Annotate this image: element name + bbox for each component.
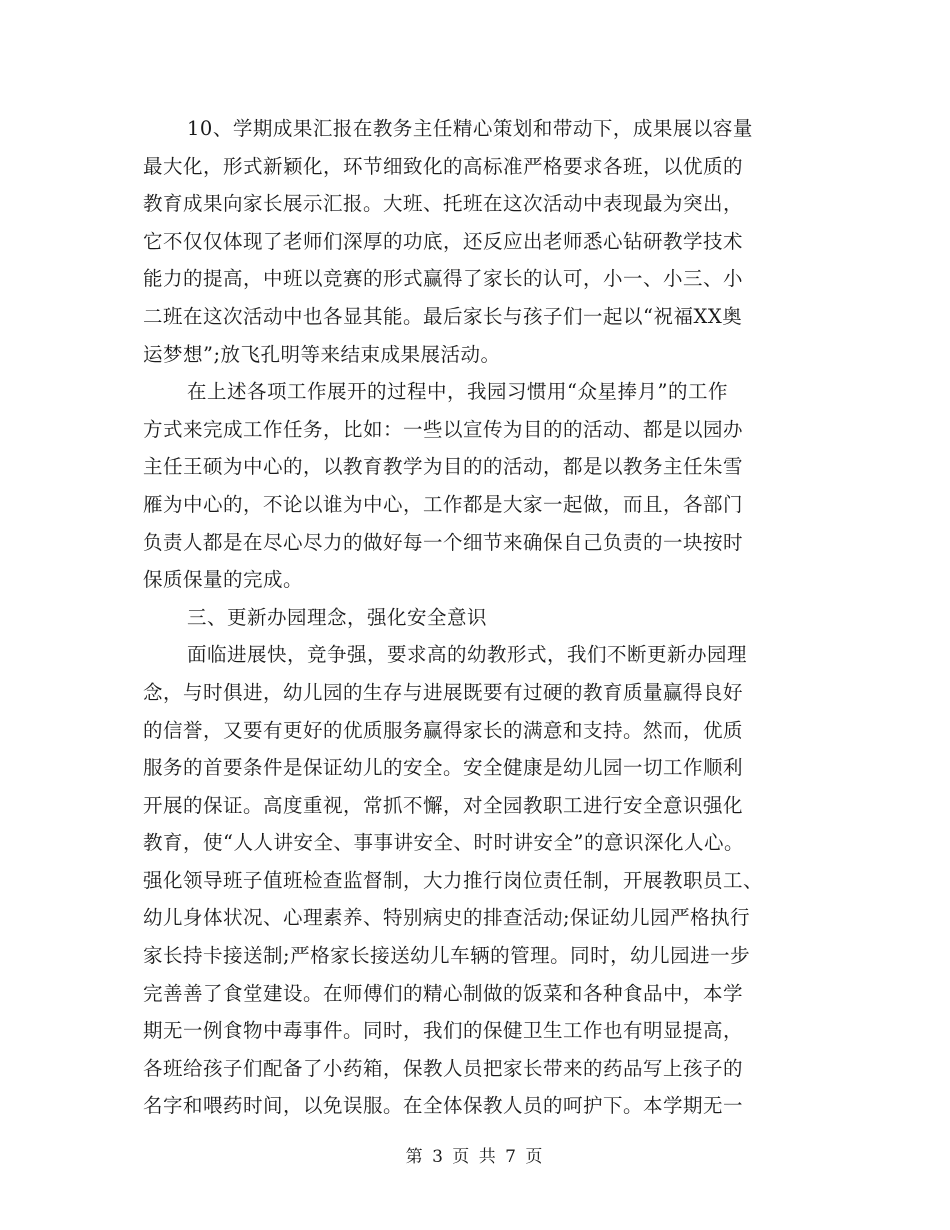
text-line: 名字和喂药时间，以免误服。在全体保教人员的呵护下。本学期无一 <box>143 1094 744 1118</box>
text-line: 家长持卡接送制;严格家长接送幼儿车辆的管理。同时，幼儿园进一步 <box>143 944 751 968</box>
text-line: 它不仅仅体现了老师们深厚的功底，还反应出老师悉心钻研教学技术 <box>143 229 744 253</box>
text-line: 保质保量的完成。 <box>143 568 304 592</box>
text-line: 三、更新办园理念，强化安全意识 <box>187 605 488 629</box>
text-line: 各班给孩子们配备了小药箱，保教人员把家长带来的药品写上孩子的 <box>143 1056 744 1080</box>
text-line: 教育，使“人人讲安全、事事讲安全、时时讲安全”的意识深化人心。 <box>143 831 744 855</box>
text-line: 二班在这次活动中也各显其能。最后家长与孩子们一起以“祝福XX奥 <box>143 304 743 328</box>
text-line: 面临进展快，竞争强，要求高的幼教形式，我们不断更新办园理 <box>187 643 748 667</box>
text-line: 运梦想”;放飞孔明等来结束成果展活动。 <box>143 342 501 366</box>
text-line: 念，与时俱进，幼儿园的生存与进展既要有过硬的教育质量赢得良好 <box>143 680 744 704</box>
text-line: 完善善了食堂建设。在师傅们的精心制做的饭菜和各种食品中，本学 <box>143 981 744 1005</box>
document-body <box>143 110 803 1125</box>
text-line: 幼儿身体状况、心理素养、特别病史的排查活动;保证幼儿园严格执行 <box>143 906 751 930</box>
text-line: 负责人都是在尽心尽力的做好每一个细节来确保自己负责的一块按时 <box>143 530 744 554</box>
text-line: 能力的提高，中班以竞赛的形式赢得了家长的认可，小一、小三、小 <box>143 267 744 291</box>
text-line: 教育成果向家长展示汇报。大班、托班在这次活动中表现最为突出， <box>143 192 744 216</box>
text-line: 雁为中心的，不论以谁为中心，工作都是大家一起做，而且，各部门 <box>143 492 744 516</box>
text-line: 最大化，形式新颖化，环节细致化的高标准严格要求各班，以优质的 <box>143 154 744 178</box>
text-line: 的信誉，又要有更好的优质服务赢得家长的满意和支持。然而，优质 <box>143 718 744 742</box>
text-line: 强化领导班子值班检查监督制，大力推行岗位责任制，开展教职员工、 <box>143 868 764 892</box>
text-line: 服务的首要条件是保证幼儿的安全。安全健康是幼儿园一切工作顺利 <box>143 756 744 780</box>
page-number-footer: 第 3 页 共 7 页 <box>405 1147 545 1167</box>
text-line: 主任王硕为中心的，以教育教学为目的的活动，都是以教务主任朱雪 <box>143 455 744 479</box>
text-line: 10、学期成果汇报在教务主任精心策划和带动下，成果展以容量 <box>187 117 753 140</box>
text-line: 方式来完成工作任务，比如：一些以宣传为目的的活动、都是以园办 <box>143 417 744 441</box>
text-line: 期无一例食物中毒事件。同时，我们的保健卫生工作也有明显提高， <box>143 1019 744 1043</box>
text-line: 开展的保证。高度重视，常抓不懈，对全园教职工进行安全意识强化 <box>143 793 744 817</box>
text-line: 在上述各项工作展开的过程中，我园习惯用“众星捧月”的工作 <box>187 380 728 404</box>
